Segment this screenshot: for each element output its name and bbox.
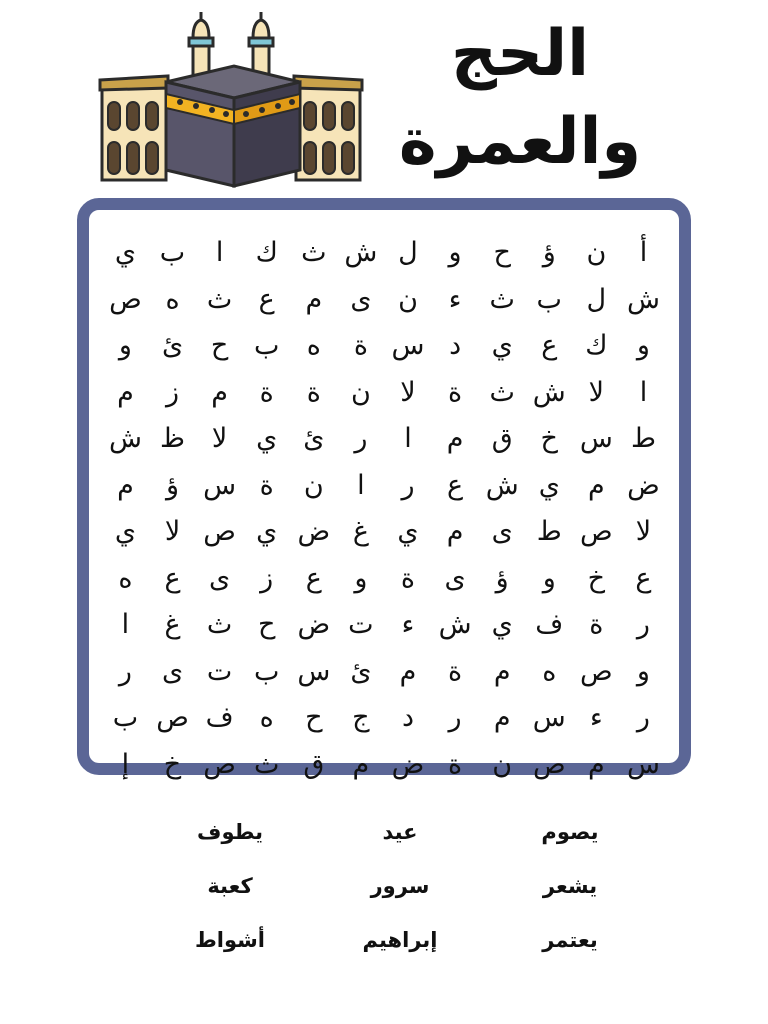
grid-letter[interactable]: ء xyxy=(590,702,603,734)
grid-letter[interactable]: ص xyxy=(580,516,613,548)
grid-letter[interactable]: م xyxy=(446,516,464,548)
search-word: يصوم xyxy=(541,820,599,844)
grid-letter[interactable]: ض xyxy=(297,516,331,548)
grid-letter[interactable]: و xyxy=(542,562,556,594)
grid-letter[interactable]: ي xyxy=(114,237,136,269)
left-arcade xyxy=(100,76,168,180)
minaret-left xyxy=(189,12,213,76)
grid-letter[interactable]: ى xyxy=(444,562,466,594)
grid-letter[interactable]: ث xyxy=(253,748,280,780)
grid-letter[interactable]: ف xyxy=(205,702,234,734)
grid-letter[interactable]: و xyxy=(448,237,462,269)
kaaba-icon xyxy=(96,10,366,192)
grid-letter[interactable]: ي xyxy=(256,423,278,455)
grid-letter[interactable]: ئ xyxy=(161,330,184,362)
grid-letter[interactable]: ش xyxy=(532,376,566,408)
grid-letter[interactable]: س xyxy=(297,655,331,687)
grid-row xyxy=(101,230,667,277)
grid-letter[interactable]: و xyxy=(636,330,650,362)
grid-letter[interactable]: غ xyxy=(352,516,369,548)
grid-letter[interactable]: أ xyxy=(639,237,648,269)
search-word: كعبة xyxy=(207,874,253,898)
grid-row xyxy=(101,370,667,417)
grid-letter[interactable]: خ xyxy=(587,562,606,594)
grid-letter[interactable]: ظ xyxy=(160,423,185,455)
search-word: يشعر xyxy=(542,874,598,898)
grid-letter[interactable]: س xyxy=(532,702,566,734)
word-list-row xyxy=(160,913,640,967)
grid-row xyxy=(101,416,667,463)
grid-letter[interactable]: ا xyxy=(215,237,224,269)
grid-letter[interactable]: ص xyxy=(532,748,566,780)
grid-row xyxy=(101,556,667,603)
grid-row xyxy=(101,742,667,789)
grid-letter[interactable]: ل xyxy=(586,283,607,315)
grid-letter[interactable]: ه xyxy=(306,330,321,362)
grid-letter[interactable]: ى xyxy=(491,516,513,548)
grid-letter[interactable]: ن xyxy=(303,469,324,501)
grid-row xyxy=(101,695,667,742)
grid-letter[interactable]: ى xyxy=(161,655,184,687)
grid-letter[interactable]: ص xyxy=(203,516,236,548)
grid-letter[interactable]: ؤ xyxy=(165,469,180,501)
grid-letter[interactable]: ع xyxy=(635,562,652,594)
grid-letter[interactable]: و xyxy=(354,562,368,594)
grid-letter[interactable]: م xyxy=(446,423,464,455)
grid-letter[interactable]: ق xyxy=(303,748,325,780)
grid-letter[interactable]: ب xyxy=(253,655,280,687)
grid-letter[interactable]: م xyxy=(588,469,605,501)
grid-letter[interactable]: ت xyxy=(348,609,374,641)
grid-letter[interactable]: ي xyxy=(491,330,513,362)
grid-row xyxy=(101,463,667,510)
word-list-row xyxy=(160,805,640,859)
title-line-1: الحج xyxy=(450,17,590,91)
grid-row xyxy=(101,649,667,696)
grid-letter[interactable]: ن xyxy=(586,237,607,269)
grid-letter[interactable]: ا xyxy=(639,376,648,408)
word-list xyxy=(160,805,640,967)
minaret-right xyxy=(249,12,273,76)
grid-letter[interactable]: ث xyxy=(301,237,327,269)
grid-letter[interactable]: ر xyxy=(636,702,650,734)
grid-letter[interactable]: ق xyxy=(491,423,513,455)
grid-letter[interactable]: خ xyxy=(163,748,182,780)
grid-letter[interactable]: ش xyxy=(626,283,660,315)
grid-letter[interactable]: ه xyxy=(542,655,557,687)
grid-letter[interactable]: س xyxy=(626,748,660,780)
grid-row xyxy=(101,323,667,370)
grid-letter[interactable]: ر xyxy=(636,609,650,641)
letter-grid xyxy=(101,230,667,788)
grid-letter[interactable]: ش xyxy=(108,423,142,455)
grid-letter[interactable]: ص xyxy=(580,655,613,687)
grid-letter[interactable]: ي xyxy=(397,516,419,548)
word-list-row xyxy=(160,859,640,913)
grid-letter[interactable]: ئ xyxy=(350,655,372,687)
grid-letter[interactable]: ن xyxy=(350,376,371,408)
grid-letter[interactable]: ط xyxy=(536,516,562,548)
grid-letter[interactable]: لا xyxy=(635,516,652,548)
grid-letter[interactable]: م xyxy=(211,376,228,408)
grid-letter[interactable]: ة xyxy=(448,376,463,408)
grid-letter[interactable]: ر xyxy=(448,702,462,734)
search-word: سرور xyxy=(370,874,430,898)
grid-letter[interactable]: ض xyxy=(627,469,660,501)
grid-letter[interactable]: ي xyxy=(114,516,136,548)
grid-row xyxy=(101,602,667,649)
grid-letter[interactable]: ل xyxy=(398,237,418,269)
search-word: يعتمر xyxy=(542,928,598,952)
grid-letter[interactable]: ء xyxy=(448,283,462,315)
right-arcade xyxy=(294,76,362,180)
grid-letter[interactable]: ح xyxy=(493,237,511,269)
grid-letter[interactable]: ئ xyxy=(303,423,325,455)
grid-letter[interactable]: ا xyxy=(404,423,412,455)
grid-letter[interactable]: ك xyxy=(585,330,608,362)
grid-letter[interactable]: ز xyxy=(260,562,274,594)
grid-letter[interactable]: ه xyxy=(165,283,180,315)
grid-letter[interactable]: ي xyxy=(256,516,278,548)
grid-letter[interactable]: غ xyxy=(164,609,181,641)
grid-letter[interactable]: م xyxy=(493,702,511,734)
grid-letter[interactable]: ث xyxy=(489,283,515,315)
grid-letter[interactable]: ة xyxy=(306,376,321,408)
grid-letter[interactable]: لا xyxy=(588,376,605,408)
grid-letter[interactable]: ة xyxy=(259,376,274,408)
grid-letter[interactable]: ع xyxy=(447,469,464,501)
grid-letter[interactable]: ة xyxy=(448,655,463,687)
grid-letter[interactable]: لا xyxy=(211,423,228,455)
grid-letter[interactable]: م xyxy=(117,376,134,408)
grid-letter[interactable]: ه xyxy=(259,702,274,734)
grid-letter[interactable]: ة xyxy=(259,469,274,501)
grid-letter[interactable]: ة xyxy=(353,330,368,362)
grid-letter[interactable]: ح xyxy=(210,330,229,362)
grid-letter[interactable]: س xyxy=(579,423,613,455)
grid-letter[interactable]: لا xyxy=(400,376,416,408)
grid-letter[interactable]: ز xyxy=(165,376,180,408)
grid-letter[interactable]: ص xyxy=(156,702,189,734)
grid-letter[interactable]: ث xyxy=(206,283,233,315)
grid-letter[interactable]: م xyxy=(117,469,134,501)
grid-letter[interactable]: م xyxy=(305,283,323,315)
grid-letter[interactable]: ة xyxy=(589,609,604,641)
grid-letter[interactable]: ح xyxy=(305,702,323,734)
grid-letter[interactable]: س xyxy=(391,330,425,362)
grid-letter[interactable]: ا xyxy=(357,469,365,501)
grid-letter[interactable]: ى xyxy=(209,562,231,594)
grid-letter[interactable]: ب xyxy=(159,237,186,269)
grid-letter[interactable]: ش xyxy=(438,609,472,641)
grid-row xyxy=(101,509,667,556)
grid-letter[interactable]: ة xyxy=(400,562,416,594)
title-line-2: والعمرة xyxy=(398,105,642,179)
grid-letter[interactable]: ه xyxy=(118,562,133,594)
grid-letter[interactable]: و xyxy=(636,655,650,687)
grid-letter[interactable]: ع xyxy=(258,283,275,315)
grid-letter[interactable]: م xyxy=(352,748,370,780)
grid-letter[interactable]: خ xyxy=(540,423,558,455)
grid-letter[interactable]: ع xyxy=(541,330,558,362)
grid-letter[interactable]: ؤ xyxy=(495,562,509,594)
grid-letter[interactable]: م xyxy=(588,748,605,780)
grid-letter[interactable]: ن xyxy=(492,748,513,780)
grid-letter[interactable]: د xyxy=(449,330,462,362)
grid-letter[interactable]: ش xyxy=(485,469,519,501)
grid-letter[interactable]: ا xyxy=(121,609,130,641)
grid-letter[interactable]: ى xyxy=(350,283,372,315)
grid-letter[interactable]: ث xyxy=(206,609,233,641)
grid-letter[interactable]: ب xyxy=(536,283,562,315)
grid-letter[interactable]: ح xyxy=(257,609,276,641)
grid-letter[interactable]: ج xyxy=(352,702,370,734)
grid-letter[interactable]: ع xyxy=(305,562,322,594)
grid-letter[interactable]: إ xyxy=(121,748,130,780)
grid-letter[interactable]: س xyxy=(203,469,237,501)
grid-letter[interactable]: لا xyxy=(164,516,181,548)
grid-letter[interactable]: ي xyxy=(491,609,513,641)
search-word: عيد xyxy=(382,820,418,844)
grid-letter[interactable]: ط xyxy=(630,423,656,455)
grid-letter[interactable]: ع xyxy=(164,562,181,594)
grid-letter[interactable]: ث xyxy=(489,376,515,408)
grid-letter[interactable]: ص xyxy=(109,283,142,315)
grid-letter[interactable]: ض xyxy=(391,748,425,780)
grid-letter[interactable]: ت xyxy=(206,655,233,687)
grid-letter[interactable]: ف xyxy=(535,609,564,641)
grid-letter[interactable]: ر xyxy=(401,469,415,501)
worksheet-title xyxy=(390,10,650,186)
grid-letter[interactable]: ن xyxy=(398,283,418,315)
search-word: إبراهيم xyxy=(362,928,438,952)
word-search-grid xyxy=(77,198,691,780)
grid-letter[interactable]: ء xyxy=(401,609,415,641)
grid-letter[interactable]: ة xyxy=(448,748,463,780)
grid-letter[interactable]: ب xyxy=(112,702,139,734)
grid-letter[interactable]: ص xyxy=(203,748,236,780)
grid-letter[interactable]: ك xyxy=(255,237,278,269)
kaaba-cube xyxy=(166,66,300,186)
grid-letter[interactable]: د xyxy=(401,702,414,734)
grid-letter[interactable]: ؤ xyxy=(542,237,556,269)
grid-letter[interactable]: ر xyxy=(354,423,368,455)
grid-letter[interactable]: ي xyxy=(538,469,560,501)
grid-letter[interactable]: ب xyxy=(253,330,280,362)
grid-letter[interactable]: م xyxy=(493,655,511,687)
grid-letter[interactable]: ش xyxy=(344,237,378,269)
grid-letter[interactable]: و xyxy=(118,330,132,362)
grid-row xyxy=(101,277,667,324)
grid-letter[interactable]: م xyxy=(399,655,417,687)
grid-letter[interactable]: ر xyxy=(118,655,132,687)
search-word: يطوف xyxy=(197,820,263,844)
grid-letter[interactable]: ض xyxy=(297,609,331,641)
search-word: أشواط xyxy=(194,928,266,952)
